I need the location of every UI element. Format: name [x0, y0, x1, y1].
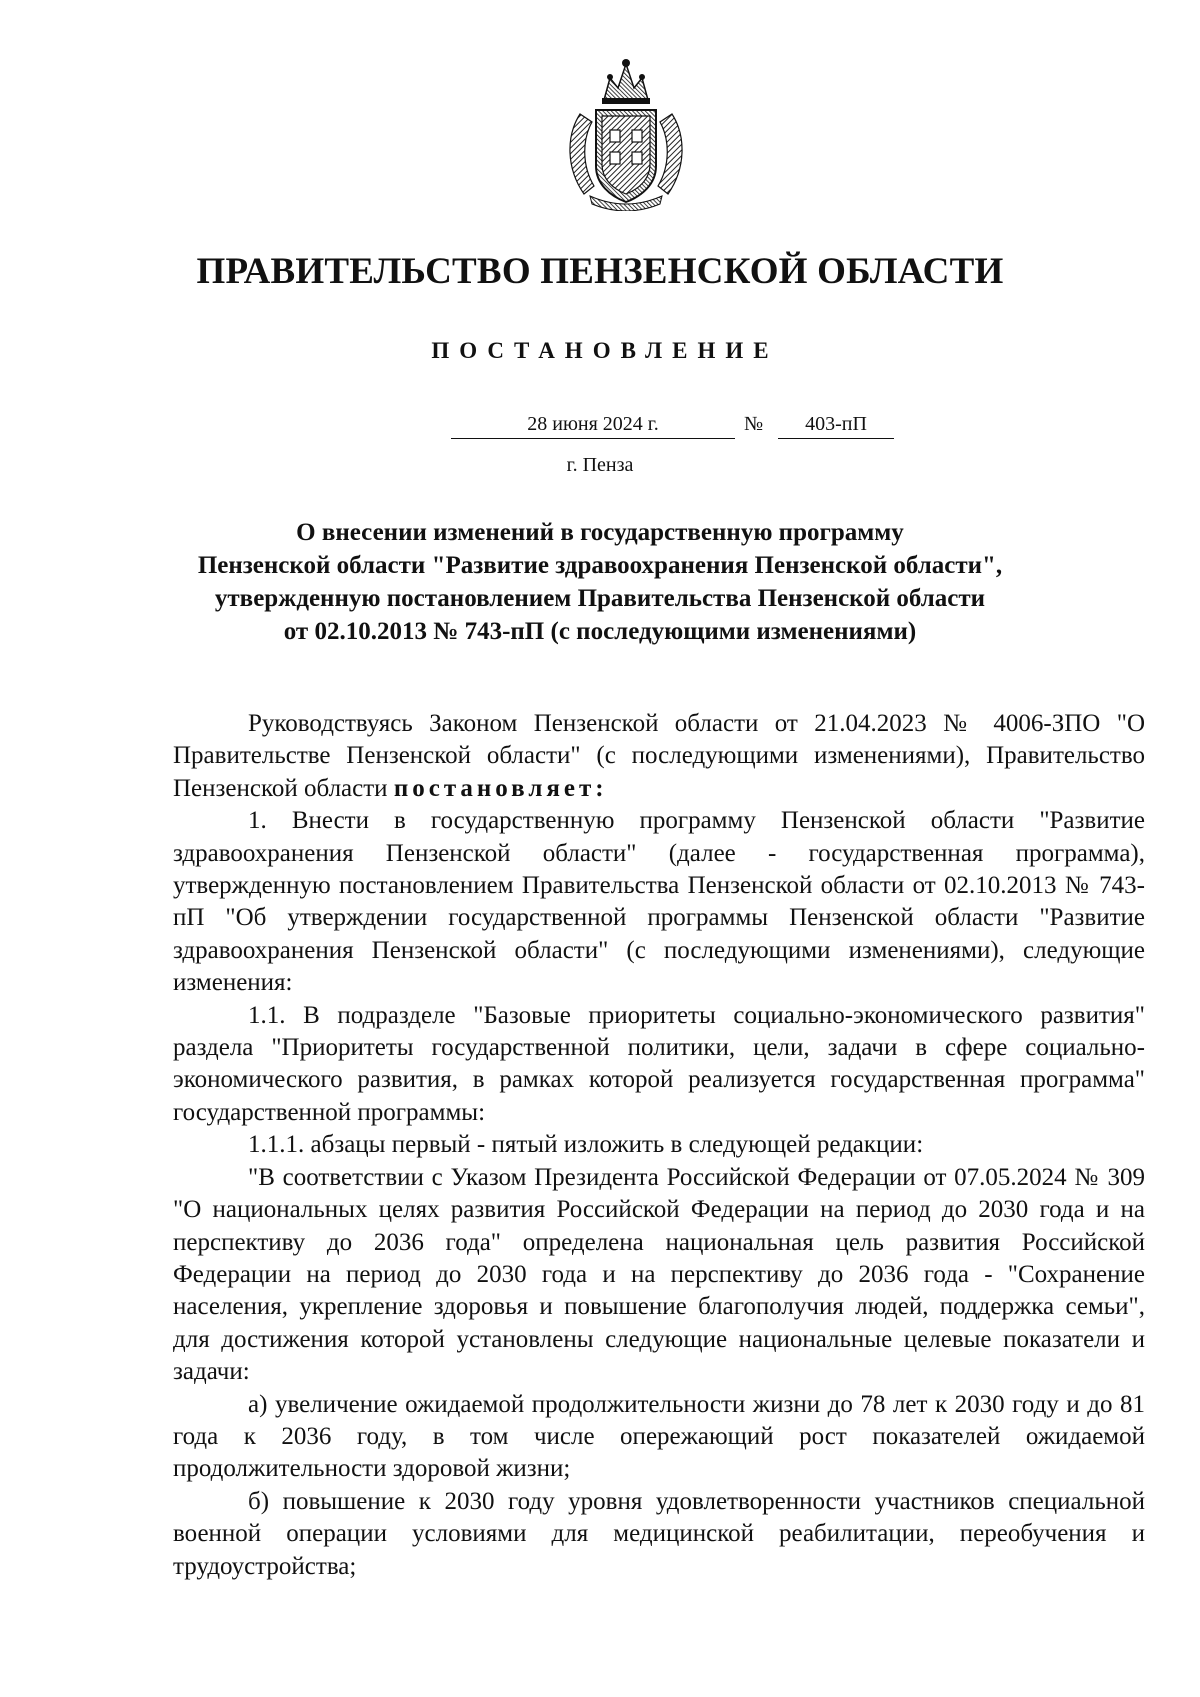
- document-city: г. Пенза: [566, 454, 634, 476]
- decree-word: постановляет:: [393, 774, 608, 802]
- government-title: ПРАВИТЕЛЬСТВО ПЕНЗЕНСКОЙ ОБЛАСТИ: [196, 251, 1004, 292]
- document-number: 403-пП: [778, 412, 894, 439]
- subject-line: от 02.10.2013 № 743-пП (с последующими изменениями): [283, 618, 917, 645]
- body-paragraph: 1. Внести в государственную программу Пензенской области "Развитие здравоохранения Пензенской области" (далее - государственная программа), утвержденную постановлением Правительства Пензенской области от 02.10.2013 № 743-пП "Об утверждении государственной программы Пензенской области "Развитие здравоохранения Пензенской области" (с последующими изменениями), следующие изменения:: [173, 807, 1145, 997]
- body-paragraph: 1.1. В подразделе "Базовые приоритеты социально-экономического развития" раздела "Приоритеты государственной политики, цели, задачи в сфере социально-экономического развития, в рамках которой реализуется государственная программа" государственной программы:: [173, 1001, 1145, 1126]
- subject-line: утвержденную постановлением Правительства Пензенской области: [214, 585, 986, 612]
- coat-of-arms-emblem: [560, 56, 692, 211]
- document-type: ПОСТАНОВЛЕНИЕ: [431, 338, 779, 363]
- body-paragraph: б) повышение к 2030 году уровня удовлетворенности участников специальной военной операции условиями для медицинской реабилитации, переобучения и трудоустройства;: [173, 1487, 1145, 1580]
- body-paragraph: а) увеличение ожидаемой продолжительности жизни до 78 лет к 2030 году и до 81 года к 2036 году, в том числе опережающий рост показателей ожидаемой продолжительности здоровой жизни;: [173, 1390, 1145, 1483]
- number-sign: №: [744, 413, 764, 435]
- body-paragraph: 1.1.1. абзацы первый - пятый изложить в следующей редакции:: [248, 1131, 924, 1159]
- subject-line: Пензенской области "Развитие здравоохранения Пензенской области",: [197, 552, 1003, 579]
- body-paragraph: "В соответствии с Указом Президента Российской Федерации от 07.05.2024 № 309 "О национальных целях развития Российской Федерации на период до 2030 года и на перспективу до 2036 года" определена национальная цель развития Российской Федерации на период до 2030 года и на перспективу до 2036 года - "Сохранение населения, укрепление здоровья и повышение благополучия людей, поддержка семьи", для достижения которой установлены следующие национальные целевые показатели и задачи:: [173, 1163, 1145, 1386]
- document-body: [173, 708, 1145, 1583]
- document-date: 28 июня 2024 г.: [451, 412, 735, 439]
- document-subject: [150, 516, 1050, 648]
- preamble-text: Руководствуясь Законом Пензенской области от 21.04.2023 № 4006-ЗПО "О Правительстве Пензенской области" (с последующими изменениями), Правительство Пензенской области: [173, 710, 1145, 802]
- subject-line: О внесении изменений в государственную программу: [296, 519, 904, 546]
- preamble-paragraph: [173, 708, 1145, 805]
